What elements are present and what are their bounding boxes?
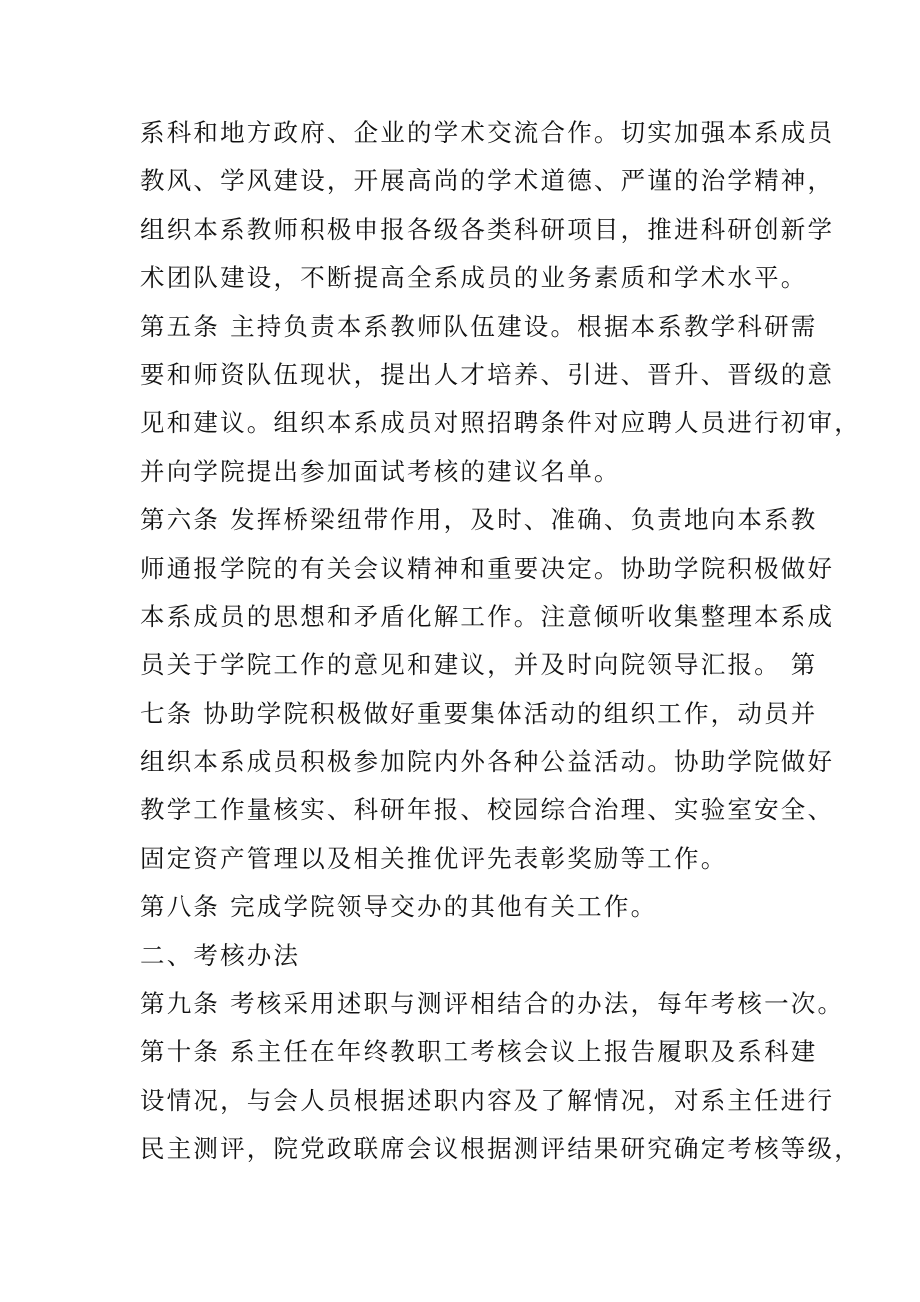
text-line: 设情况，与会人员根据述职内容及了解情况，对系主任进行 (140, 1085, 835, 1115)
text-line: 并向学院提出参加面试考核的建议名单。 (140, 456, 621, 486)
text-line: 员关于学院工作的意见和建议，并及时向院领导汇报。 第 (140, 650, 818, 680)
text-line: 教风、学风建设，开展高尚的学术道德、严谨的治学精神， (140, 166, 835, 196)
text-line: 组织本系教师积极申报各级各类科研项目，推进科研创新学 (140, 214, 835, 244)
text-line: 术团队建设，不断提高全系成员的业务素质和学术水平。 (140, 263, 808, 293)
text-line: 师通报学院的有关会议精神和重要决定。协助学院积极做好 (140, 553, 835, 583)
article-6-line: 第六条 发挥桥梁纽带作用，及时、准确、负责地向本系教 (140, 505, 818, 535)
text-line: 民主测评，院党政联席会议根据测评结果研究确定考核等级， (140, 1134, 861, 1164)
article-7-line: 七条 协助学院积极做好重要集体活动的组织工作，动员并 (140, 698, 818, 728)
section-heading: 二、考核办法 (140, 940, 301, 970)
article-5-line: 第五条 主持负责本系教师队伍建设。根据本系教学科研需 (140, 311, 818, 341)
body-text (140, 109, 861, 1174)
text-line: 系科和地方政府、企业的学术交流合作。切实加强本系成员 (140, 118, 835, 147)
text-line: 组织本系成员积极参加院内外各种公益活动。协助学院做好 (140, 747, 835, 777)
text-line: 固定资产管理以及相关推优评先表彰奖励等工作。 (140, 843, 728, 873)
text-line: 见和建议。组织本系成员对照招聘条件对应聘人员进行初审， (140, 408, 861, 438)
text-line: 要和师资队伍现状，提出人才培养、引进、晋升、晋级的意 (140, 359, 835, 389)
text-line: 本系成员的思想和矛盾化解工作。注意倾听收集整理本系成 (140, 601, 835, 631)
text-line: 教学工作量核实、科研年报、校园综合治理、实验室安全、 (140, 795, 835, 825)
article-10-line: 第十条 系主任在年终教职工考核会议上报告履职及系科建 (140, 1037, 818, 1067)
article-8-line: 第八条 完成学院领导交办的其他有关工作。 (140, 892, 658, 922)
article-9-line: 第九条 考核采用述职与测评相结合的办法，每年考核一次。 (140, 989, 845, 1019)
